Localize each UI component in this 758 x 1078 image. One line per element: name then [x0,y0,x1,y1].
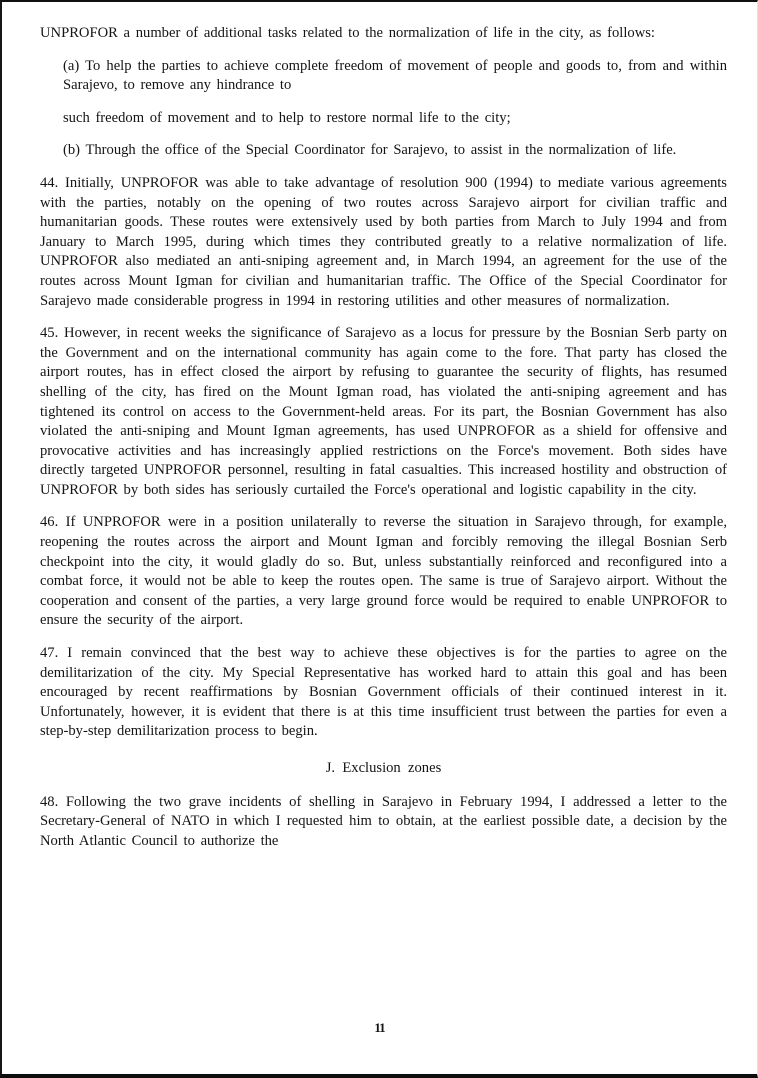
list-item-b: (b) Through the office of the Special Coordinator for Sarajevo, to assist in the normalization of life. [63,142,677,159]
paragraph-45: 45. However, in recent weeks the significance of Sarajevo as a locus for pressure by the Bosnian Serb party on the Government and on the international community has again come to the fore. That party has closed the airport routes, has in effect closed the airport by refusing to guarantee the security of flights, has resumed shelling of the city, has fired on the Mount Igman road, has violated the anti-sniping agreement and has tightened its control on access to the Government-held areas. For its part, the Bosnian Government has also violated the anti-sniping and Mount Igman agreements, has used UNPROFOR as a shield for offensive and provocative activities and has increasingly applied restrictions on the Force's movement. Both sides have directly targeted UNPROFOR personnel, resulting in fatal casualties. This increased hostility and obstruction of UNPROFOR by both sides has seriously curtailed the Force's operational and logistic capability in the city. [40,325,727,498]
list-item-a: (a) To help the parties to achieve complete freedom of movement of people and goods to, from and within Sarajevo, to remove any hindrance to [63,57,727,94]
paragraph-46: 46. If UNPROFOR were in a position unilaterally to reverse the situation in Sarajevo through, for example, reopening the routes across the airport and Mount Igman and forcibly removing the illegal Bosnian Serb checkpoint into the city, it would gladly do so. But, unless substantially reinforced and reconfigured into a combat force, it would not be able to keep the routes open. The same is true of Sarajevo airport. Without the cooperation and consent of the parties, a very large ground force would be required to enable UNPROFOR to ensure the security of the airport. [40,514,727,629]
section-heading: J. Exclusion zones [325,760,442,776]
page-content [2,2,757,851]
paragraph-44: 44. Initially, UNPROFOR was able to take advantage of resolution 900 (1994) to mediate various agreements with the parties, notably on the opening of two routes across Sarajevo airport for civilian traffic and humanitarian goods. These routes were extensively used by both parties from March to July 1994 and from January to March 1995, during which times they contributed greatly to a relative normalization of life. UNPROFOR also mediated an anti-sniping agreement and, in March 1994, an agreement for the use of the routes across Mount Igman for civilian and humanitarian traffic. The Office of the Special Coordinator for Sarajevo made considerable progress in 1994 in restoring utilities and other measures of normalization. [40,174,727,309]
paragraph-48: 48. Following the two grave incidents of shelling in Sarajevo in February 1994, I addressed a letter to the Secretary-General of NATO in which I requested him to obtain, at the earliest possible date, a decision by the North Atlantic Council to authorize the [40,793,727,849]
paragraph-intro: UNPROFOR a number of additional tasks related to the normalization of life in the city, as follows: [40,25,655,41]
paragraph-47: 47. I remain convinced that the best way to achieve these objectives is for the parties to agree on the demilitarization of the city. My Special Representative has worked hard to attain this goal and has been encouraged by recent reaffirmations by Bosnian Government officials of their continued interest in it. Unfortunately, however, it is evident that there is at this time insufficient trust between the parties for even a step-by-step demilitarization process to begin. [40,645,727,740]
list-item-a-continuation: such freedom of movement and to help to restore normal life to the city; [63,109,511,126]
page-number: 11 [374,1020,385,1035]
